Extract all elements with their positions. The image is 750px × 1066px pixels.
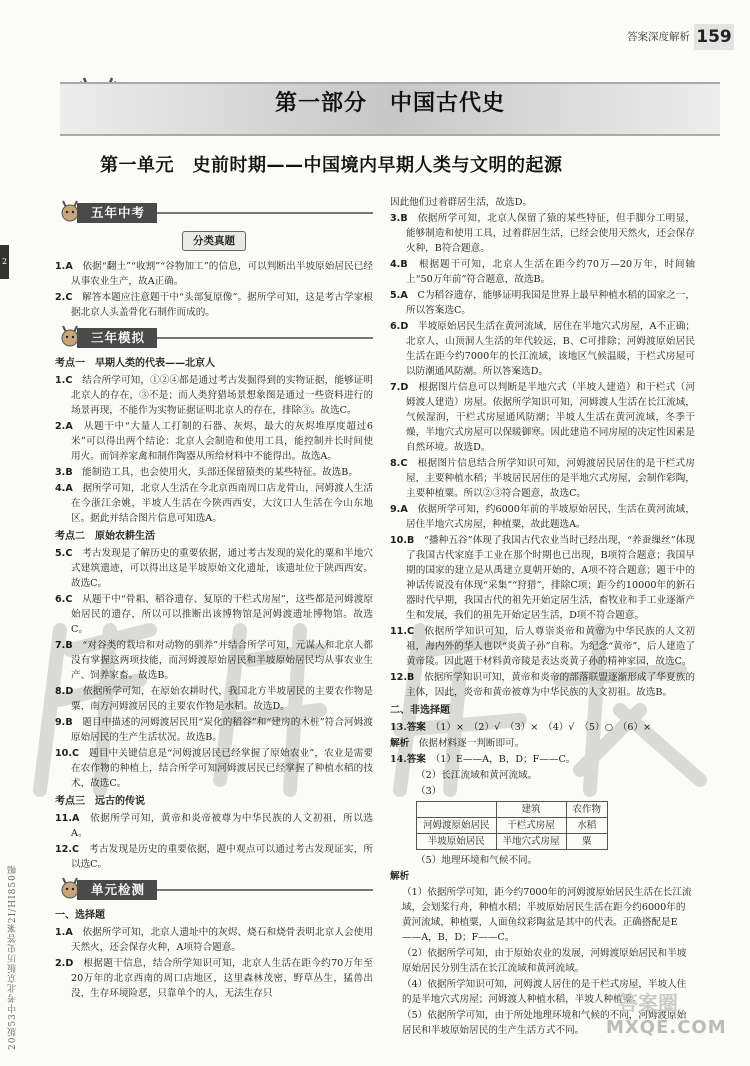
divider <box>157 889 373 891</box>
category-tag <box>55 231 373 253</box>
list-item: 3.B 依据所学可知，北京人保留了猿的某些特征，但手脚分工明显，能够制造和使用工具，过着群居生活，已经会使用天然火，还会保存火种，B符合题意。 <box>390 213 696 254</box>
explanation-item: （1）依据所学可知，距今约7000年的河姆渡原始居民生活在长江流域，会划桨行舟，种植水稻；半坡原始居民生活在距今约6000年的黄河流域，种植粟，人面鱼纹彩陶盆是其中的代表。正确搭配是E——A，B，D；F——C。 <box>402 887 692 943</box>
list-item: 3.B 能制造工具，也会使用火，头部还保留猿类的某些特征。故选B。 <box>55 467 358 478</box>
list-item: 4.A 据所学可知，北京人生活在今北京西南周口店龙骨山，河姆渡人生活在今浙江余姚，半坡人生活在今陕西西安，大汶口人生活在今山东地区。据此并结合图片信息可知选A。 <box>55 483 374 524</box>
list-item: 1.A 依据“翻土”“收割”“谷物加工”的信息，可以判断出半坡原始居民已经从事农业生产，故A正确。 <box>55 261 373 287</box>
page-header <box>0 0 750 52</box>
table-header-row <box>417 802 608 818</box>
topic-heading: 考点三 远古的传说 <box>55 796 145 807</box>
table-cell: 半地穴式房屋 <box>496 834 566 850</box>
section-title: 单元检测 <box>77 880 157 900</box>
list-item: 9.B 题目中描述的河姆渡居民用“炭化的稻谷”和“建房的木桩”符合河姆渡原始居民的生产生活状况。故选B。 <box>55 717 373 743</box>
list-item: 8.C 根据图片信息结合所学知识可知，河姆渡居民居住的是干栏式房屋，主要种植水稻；半坡居民居住的是半地穴式房屋，会制作彩陶，主要种植粟。所以②③符合题意，故选C。 <box>390 458 696 499</box>
list-item: 6.D 半坡原始居民生活在黄河流域，居住在半地穴式房屋，A不正确；北京人，山顶洞人生活的年代较远，B、C可排除；河姆渡原始居民生活在距今约7000年的长江流域，该地区气候温暖，干栏式房屋可以防潮通风防潮。所以答案选D。 <box>390 321 695 377</box>
list-item: 2.D 根据题干信息，结合所学知识可知，北京人生活在距今约70万年至20万年的北京西南的周口店地区，这里森林茂密，野草丛生，猛兽出没，生存环境险恶，只靠单个的人，无法生存只 <box>55 958 373 999</box>
answer-14: 14.答案 （1）E——A，B，D；F——C。 <box>390 754 576 765</box>
page-number: 159 <box>694 24 734 50</box>
list-item: 11.A 依据所学可知，黄帝和炎帝被尊为中华民族的人文初祖，所以选A。 <box>55 813 374 839</box>
side-tab: 2 <box>0 245 9 279</box>
part-title: 第一部分 中国古代史 <box>274 91 505 116</box>
divider <box>157 212 373 214</box>
explanation-item: （5）依据所学可知，由于所处地理环境和气候的不同，河姆渡原始居民和半坡原始居民的生产生活方式不同。 <box>402 1010 687 1036</box>
crop-table <box>416 801 608 850</box>
part-heading: 二、非选择题 <box>390 705 450 716</box>
list-item: 12.C 考古发现是历史的重要依据，题中观点可以通过考古发现证实，所以选C。 <box>55 844 374 870</box>
table-cell: 河姆渡原始居民 <box>417 818 497 834</box>
unit-title: 第一单元 史前时期——中国境内早期人类与文明的起源 <box>100 155 563 176</box>
list-item: 10.C 题目中关键信息是“河姆渡居民已经掌握了原始农业”，农业是需要在农作物的种植上，结合所学可知河姆渡居民已经掌握了种植水稻的技术，故选C。 <box>55 748 374 789</box>
list-item: 7.B “对谷类的栽培和对动物的驯养”并结合所学可知，元谋人和北京人都没有掌握这两项技能，而河姆渡原始居民和半坡原始居民均从事农业生产、饲养家畜。故选B。 <box>55 640 373 681</box>
list-item: 11.C 依据所学知识可知，后人尊崇炎帝和黄帝为中华民族的人文初祖，海内外的华人也以“炎黄子孙”自称。为纪念“黄帝”，后人建造了黄帝陵。因此题干材料黄帝陵是表达炎黄子孙的精神家园，故选C。 <box>390 626 696 667</box>
table-cell: 半坡原始居民 <box>417 834 497 850</box>
left-column <box>55 195 373 1002</box>
section-title: 三年模拟 <box>77 328 157 348</box>
list-item: 9.A 依据所学可知，约6000年前的半坡原始居民，生活在黄河流域，居住半地穴式房屋，种植粟，故此题选A。 <box>390 504 696 530</box>
divider <box>157 337 373 339</box>
list-item: 10.B “播种五谷”体现了我国古代农业当时已经出现，“养蚕缫丝”体现了我国古代家庭手工业在那个时期也已出现，B项符合题意；我国早期的国家的建立是从禹建立夏朝开始的，A项不符合题意；题干中的神话传说没有体现“采集”“狩猎”，排除C项；距今约10000年的新石器时代早期，我国古代的祖先开始定居生活，畜牧业和手工业逐渐产生和发展，我们的祖先开始定居生活，D项不符合题意。 <box>390 535 696 621</box>
section-header-five-year <box>55 199 373 225</box>
table-cell: 建筑 <box>496 802 566 818</box>
explanation-13: 解析 依据材料逐一判断即可。 <box>390 738 525 749</box>
table-cell: 干栏式房屋 <box>496 818 566 834</box>
table-row <box>417 834 608 850</box>
list-item: 8.D 依据所学可知，在原始农耕时代，我国北方半坡居民的主要农作物是粟，南方河姆渡居民的主要农作物是水稻。故选D。 <box>55 686 374 712</box>
topic-heading: 考点一 早期人类的代表——北京人 <box>55 358 215 369</box>
explanation-label: 解析 <box>390 871 410 882</box>
topic-heading: 考点二 原始农耕生活 <box>55 531 155 542</box>
table-row <box>417 818 608 834</box>
continued-text: 因此他们过着群居生活，故选D。 <box>390 197 533 208</box>
answer-line: （3） <box>416 786 442 797</box>
table-cell <box>417 802 497 818</box>
header-section-title: 答案深度解析 <box>627 31 690 43</box>
list-item: 1.C 结合所学可知，①②④都是通过考古发掘得到的实物证据，能够证明北京人的存在，③不是；而人类狩猎场景想象图是通过一些资料进行的场景再现，不能作为实物证据证明北京人的存在，排除③。故选C。 <box>55 375 374 416</box>
list-item: 1.A 依据所学可知，北京人遗址中的灰烬、烧石和烧骨表明北京人会使用天然火，还会保存火种，A项符合题意。 <box>55 927 374 953</box>
right-column <box>390 195 695 1039</box>
list-item: 5.A C为稻谷遗存，能够证明我国是世界上最早种植水稻的国家之一，所以答案选C。 <box>390 290 696 316</box>
list-item: 2.A 从题干中“大量人工打制的石器、灰烬，最大的灰烬堆厚度超过6米”可以得出两个结论：北京人会制造和使用工具，能控制并长时间使用火。而饲养家禽和制作陶器从所给材料中不能得出。故选A。 <box>55 421 373 462</box>
list-item: 12.B 依据所学知识可知，黄帝和炎帝的部落联盟逐渐形成了华夏族的主体，因此，炎帝和黄帝被尊为中华民族的人文初祖。故选B。 <box>390 672 696 698</box>
section-title: 五年中考 <box>77 203 157 223</box>
answer-13: 13.答案 （1）× （2）√ （3）× （4）√ （5）○ （6）× <box>390 722 652 733</box>
watermark-logo: MXQE.COM <box>606 1017 727 1038</box>
watermark-logo-top: 答案圈 <box>618 991 678 1015</box>
section-header-unit-test <box>55 876 373 902</box>
answer-line: （5）地理环境和气候不同。 <box>416 855 538 866</box>
part-banner <box>60 82 720 136</box>
table-cell: 粟 <box>566 834 608 850</box>
list-item: 6.C 从题干中“骨耜、稻谷遗存、复原的干栏式房屋”，这些都是河姆渡原始居民的遗存，所以可以推断出该博物馆是河姆渡遗址博物馆。故选C。 <box>55 594 373 635</box>
list-item: 7.D 根据图片信息可以判断是半地穴式（半坡人建造）和干栏式（河姆渡人建造）房屋。依据所学知识可知，河姆渡人生活在长江流域，气候湿润，干栏式房屋通风防潮；半坡人生活在黄河流域，冬季干燥，半地穴式房屋可以保暖御寒。因此建造不同房屋的决定性因素是自然环境。故选D。 <box>390 382 696 453</box>
section-header-three-year <box>55 324 373 350</box>
list-item: 4.B 根据题干可知，北京人生活在距今约70万—20万年，时间轴上“50万年前”符合题意，故选B。 <box>390 259 695 285</box>
answer-line: （2）长江流域和黄河流域。 <box>416 770 538 781</box>
list-item: 2.C 解答本题应注意题干中“头部复原像”。据所学可知，这是考古学家根据北京人头盖骨化石制作而成的。 <box>55 292 373 318</box>
table-cell: 农作物 <box>566 802 608 818</box>
explanation-item: （2）依据所学可知，由于原始农业的发展，河姆渡原始居民和半坡原始居民分别生活在长江流域和黄河流域。 <box>402 948 687 974</box>
category-tag-label: 分类真题 <box>182 231 246 251</box>
list-item: 5.C 考古发现是了解历史的重要依据，通过考古发现的炭化的粟和半地穴式建筑遗迹，可以得出这是半坡原始文化遗址，该遗址位于陕西西安。故选C。 <box>55 548 374 589</box>
side-book-code: 20版53中考北京版历史答案2I/HI850幅 <box>8 864 18 1050</box>
explanation-item: （4）依据所学知识可知，河姆渡人居住的是干栏式房屋，半坡人住的是半地穴式房屋；河姆渡人种植水稻，半坡人种植粟。 <box>402 979 687 1005</box>
part-heading: 一、选择题 <box>55 910 105 921</box>
table-cell: 水稻 <box>566 818 608 834</box>
